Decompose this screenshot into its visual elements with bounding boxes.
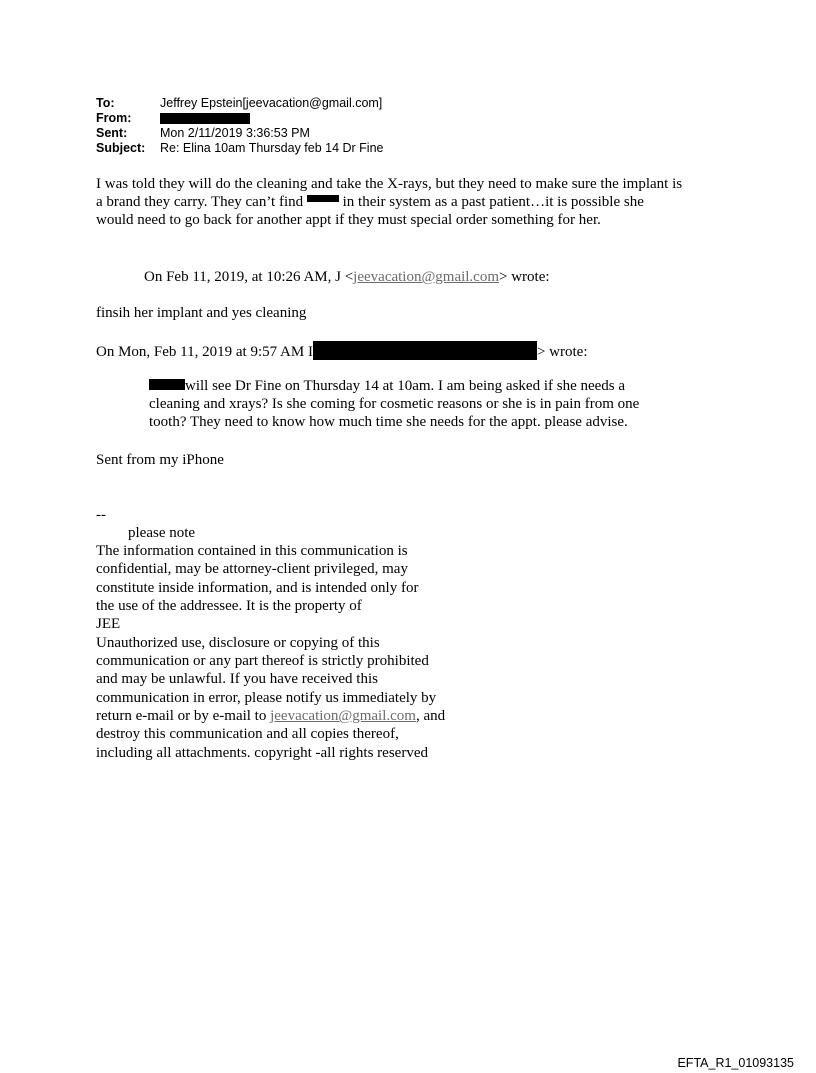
signature-line: The information contained in this communication is: [96, 543, 408, 559]
sent-from-line: Sent from my iPhone: [96, 452, 224, 468]
signature-email-link[interactable]: jeevacation@gmail.com: [270, 708, 416, 724]
document-id: EFTA_R1_01093135: [677, 1056, 794, 1070]
signature-email-suffix: , and: [415, 708, 446, 724]
quote1-email-link[interactable]: jeevacation@gmail.com: [353, 269, 500, 285]
from-redaction: [160, 113, 250, 124]
quote2-suffix: > wrote:: [536, 344, 588, 360]
signature-email-line: [96, 707, 445, 725]
quote1-header: [144, 268, 550, 286]
signature-line: destroy this communication and all copies thereof,: [96, 726, 399, 742]
sent-row: [96, 126, 310, 141]
reply-line: finsih her implant and yes cleaning: [96, 305, 307, 321]
from-row: [96, 111, 250, 126]
from-label: From:: [96, 111, 132, 125]
quote2-prefix: On Mon, Feb 11, 2019 at 9:57 AM I: [96, 344, 313, 360]
signature-email-prefix: return e-mail or by e-mail to: [96, 708, 271, 724]
to-label: To:: [96, 96, 115, 110]
inner-name-redaction: [149, 379, 185, 390]
to-value: Jeffrey Epstein[jeevacation@gmail.com]: [160, 96, 383, 110]
signature-dashes: --: [96, 507, 106, 523]
body-para1-line1: I was told they will do the cleaning and take the X-rays, but they need to make sure the implant is: [96, 176, 683, 192]
signature-line: communication in error, please notify us immediately by: [96, 690, 437, 706]
quote2-header: [96, 341, 587, 361]
body-para1-line3: would need to go back for another appt if they must special order something for her.: [96, 212, 601, 228]
body-para1-line2: [96, 193, 644, 211]
inner-line1-text: will see Dr Fine on Thursday 14 at 10am. I am being asked if she needs a: [185, 378, 626, 394]
signature-line: including all attachments. copyright -all rights reserved: [96, 745, 428, 761]
sent-value: Mon 2/11/2019 3:36:53 PM: [160, 126, 310, 140]
quote1-suffix: > wrote:: [499, 269, 550, 285]
signature-line: JEE: [96, 616, 121, 632]
inner-line3: tooth? They need to know how much time she needs for the appt. please advise.: [149, 414, 628, 430]
subject-label: Subject:: [96, 141, 146, 155]
name-redaction: [307, 195, 339, 202]
signature-line: and may be unlawful. If you have received this: [96, 671, 378, 687]
body-para1-line2b: in their system as a past patient…it is possible she: [338, 194, 644, 210]
signature-line: constitute inside information, and is intended only for: [96, 580, 419, 596]
signature-line: the use of the addressee. It is the property of: [96, 598, 362, 614]
subject-row: [96, 141, 384, 156]
sender-redaction: [313, 341, 537, 360]
to-row: [96, 96, 382, 111]
inner-line1: [149, 377, 625, 395]
body-para1-line2a: a brand they carry. They can’t find: [96, 194, 307, 210]
signature-note: please note: [128, 525, 196, 541]
quote1-prefix: On Feb 11, 2019, at 10:26 AM, J <: [144, 269, 354, 285]
signature-line: communication or any part thereof is strictly prohibited: [96, 653, 429, 669]
subject-value: Re: Elina 10am Thursday feb 14 Dr Fine: [160, 141, 384, 155]
sent-label: Sent:: [96, 126, 128, 140]
inner-line2: cleaning and xrays? Is she coming for cosmetic reasons or she is in pain from one: [149, 396, 640, 412]
signature-line: Unauthorized use, disclosure or copying of this: [96, 635, 380, 651]
signature-line: confidential, may be attorney-client privileged, may: [96, 561, 408, 577]
